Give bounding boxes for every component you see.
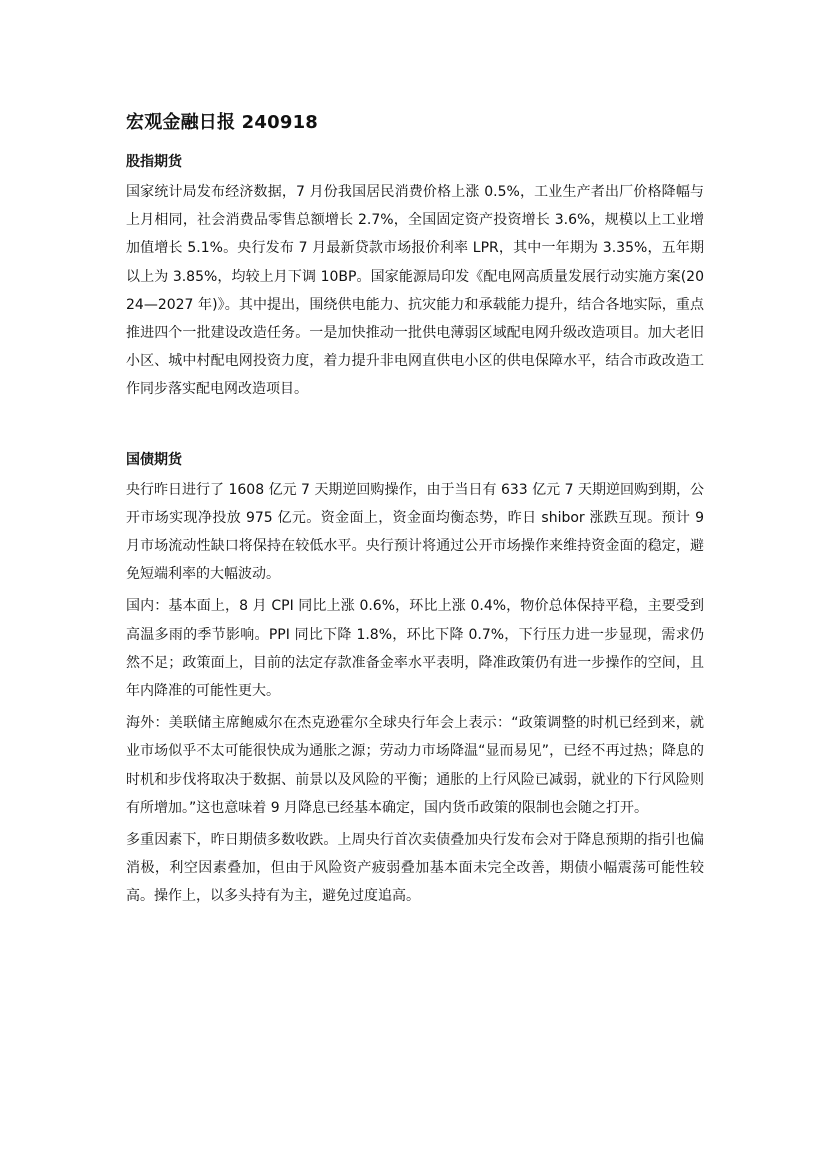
section-heading: 股指期货	[126, 154, 182, 170]
paragraph: 海外：美联储主席鲍威尔在杰克逊霍尔全球央行年会上表示：“政策调整的时机已经到来，就业市场似乎不太可能很快成为通胀之源；劳动力市场降温“显而易见”，已经不再过热；降息的时机和步伐将取决于数据、前景以及风险的平衡；通胀的上行风险已减弱，就业的下行风险则有所增加。”这也意味着 9 月降息已经基本确定，国内货币政策的限制也会随之打开。	[126, 715, 704, 816]
paragraph: 多重因素下，昨日期债多数收跌。上周央行首次卖债叠加央行发布会对于降息预期的指引也偏消极，利空因素叠加，但由于风险资产疲弱叠加基本面未完全改善，期债小幅震荡可能性较高。操作上，以多头持有为主，避免过度追高。	[126, 832, 704, 905]
report-page	[126, 108, 704, 915]
section-spacer	[126, 408, 704, 446]
report-title: 宏观金融日报 240918	[126, 112, 319, 133]
paragraph: 国内：基本面上，8 月 CPI 同比上涨 0.6%，环比上涨 0.4%，物价总体保持平稳，主要受到高温多雨的季节影响。PPI 同比下降 1.8%，环比下降 0.7%，下行压力进一步显现，需求仍然不足；政策面上，目前的法定存款准备金率水平表明，降准政策仍有进一步操作的空间，且年内降准的可能性更大。	[126, 598, 704, 700]
paragraph: 央行昨日进行了 1608 亿元 7 天期逆回购操作，由于当日有 633 亿元 7 天期逆回购到期，公开市场实现净投放 975 亿元。资金面上，资金面均衡态势，昨日 shibor 涨跌互现。预计 9 月市场流动性缺口将保持在较低水平。央行预计将通过公开市场操作来维持资金面的稳定，避免短端利率的大幅波动。	[126, 481, 704, 583]
section-heading: 国债期货	[126, 451, 182, 468]
paragraph: 国家统计局发布经济数据，7 月份我国居民消费价格上涨 0.5%，工业生产者出厂价格降幅与上月相同，社会消费品零售总额增长 2.7%，全国固定资产投资增长 3.6%，规模以上工业增加值增长 5.1%。央行发布 7 月最新贷款市场报价利率 LPR，其中一年期为 3.35%，五年期以上为 3.85%，均较上月下调 10BP。国家能源局印发《配电网高质量发展行动实施方案(2024—2027 年)》。其中提出，围绕供电能力、抗灾能力和承载能力提升，结合各地实际，重点推进四个一批建设改造任务。一是加快推动一批供电薄弱区域配电网升级改造项目。加大老旧小区、城中村配电网投资力度，着力提升非电网直供电小区的供电保障水平，结合市政改造工作同步落实配电网改造项目。	[126, 184, 704, 398]
section-stock-index-futures	[126, 148, 704, 404]
section-treasury-futures	[126, 446, 704, 911]
